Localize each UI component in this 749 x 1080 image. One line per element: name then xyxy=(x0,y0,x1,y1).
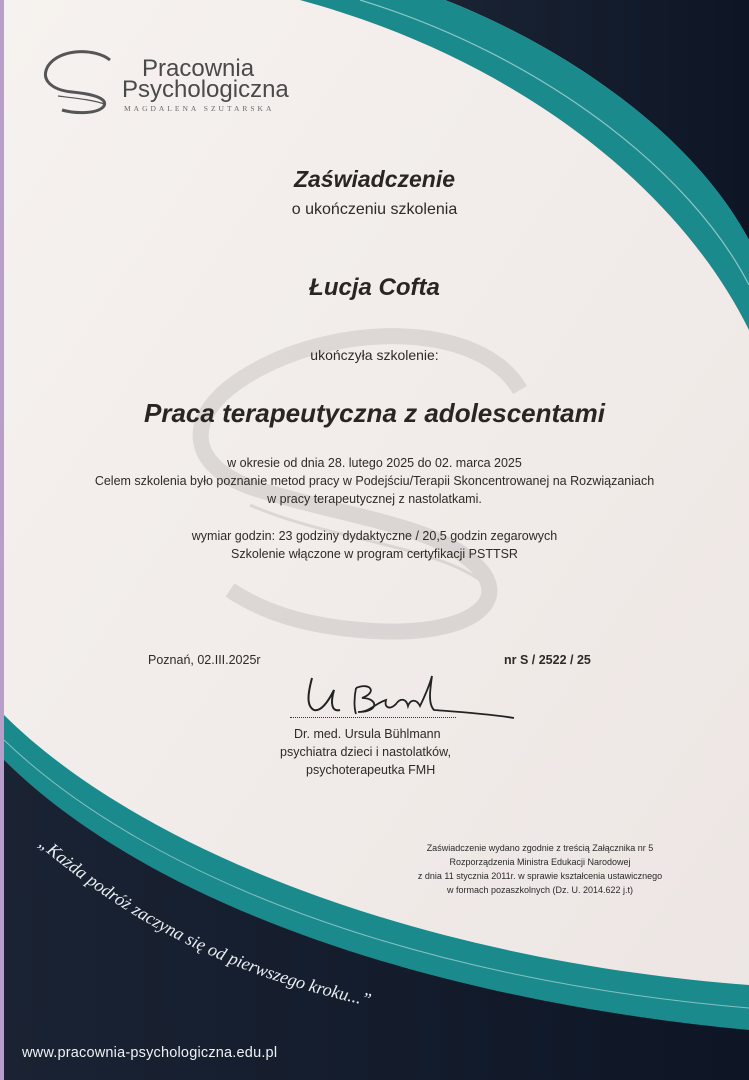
recipient-name: Łucja Cofta xyxy=(309,274,440,301)
legal-line4: w formach pozaszkolnych (Dz. U. 2014.622 j.t) xyxy=(446,885,634,895)
certificate-number: nr S / 2522 / 25 xyxy=(504,653,591,667)
quote-curve xyxy=(0,820,749,1040)
legal-line3: z dnia 11 stycznia 2011r. w sprawie kształcenia ustawicznego xyxy=(417,871,663,881)
course-goal-line1: Celem szkolenia było poznanie metod pracy w Podejściu/Terapii Skoncentrowanej na Rozwiązaniach xyxy=(94,474,655,488)
place-date: Poznań, 02.III.2025r xyxy=(148,653,261,667)
certificate-subtitle: o ukończeniu szkolenia xyxy=(291,201,458,218)
logo-name-line2: Psychologiczna xyxy=(122,76,289,103)
legal-line2: Rozporządzenia Ministra Edukacji Narodowej xyxy=(449,857,631,867)
signatory-role-line2: psychoterapeutka FMH xyxy=(306,763,436,777)
completed-label: ukończyła szkolenie: xyxy=(310,347,439,363)
legal-line1: Zaświadczenie wydano zgodnie z treścią Załącznika nr 5 xyxy=(426,843,654,853)
logo-name-line1: Pracownia xyxy=(142,55,255,82)
course-period: w okresie od dnia 28. lutego 2025 do 02. marca 2025 xyxy=(227,456,522,470)
course-goal-line2: w pracy terapeutycznej z nastolatkami. xyxy=(267,492,482,506)
signature-line xyxy=(290,717,456,718)
certificate-title: Zaświadczenie xyxy=(293,166,456,192)
motto-quote xyxy=(35,833,373,1010)
course-hours: wymiar godzin: 23 godziny dydaktyczne / 20,5 godzin zegarowych xyxy=(191,529,558,543)
motto-quote-text: „Każda podróż zaczyna się od pierwszego kroku...” xyxy=(35,832,374,1010)
signatory-name: Dr. med. Ursula Bühlmann xyxy=(294,727,441,741)
course-certification: Szkolenie włączone w program certyfikacji PSTTSR xyxy=(231,547,518,561)
signature xyxy=(300,668,520,724)
course-title: Praca terapeutyczna z adolescentami xyxy=(144,398,605,428)
signatory-role-line1: psychiatra dzieci i nastolatków, xyxy=(280,745,451,759)
website-link[interactable]: www.pracownia-psychologiczna.edu.pl xyxy=(22,1045,278,1061)
logo-subtitle: MAGDALENA SZUTARSKA xyxy=(124,104,275,113)
